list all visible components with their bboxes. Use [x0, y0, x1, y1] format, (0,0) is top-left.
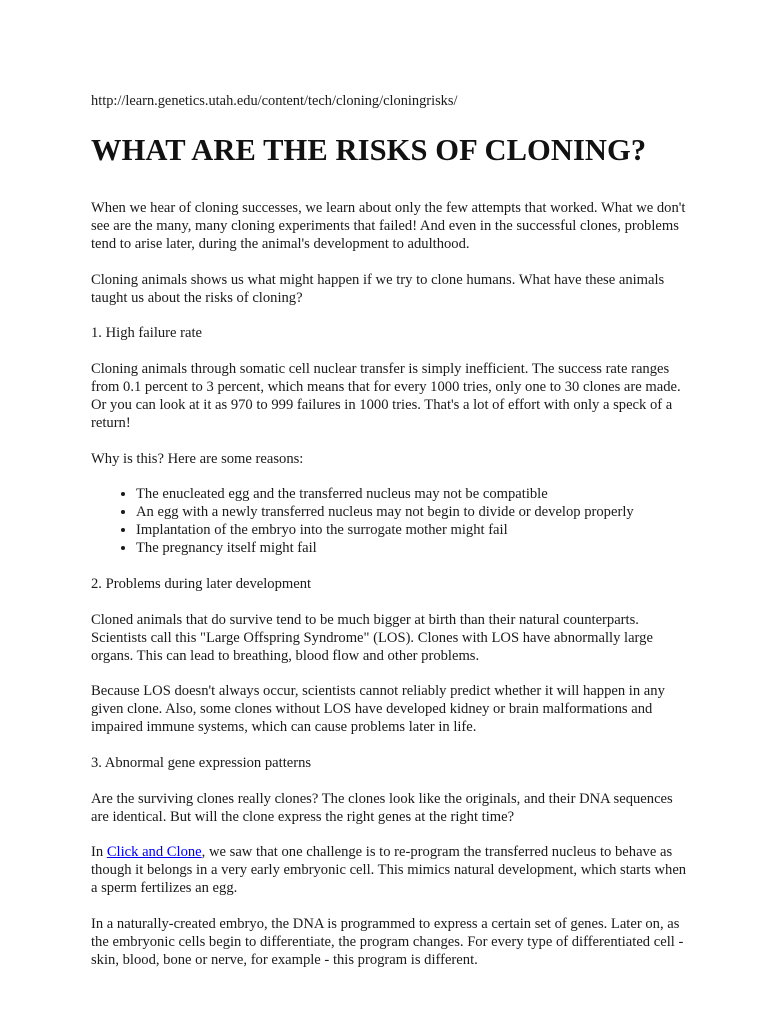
reasons-intro: Why is this? Here are some reasons: [91, 450, 304, 467]
los-prediction-paragraph: Because LOS doesn't always occur, scientists cannot reliably predict whether it will happen in any given clone. Also, some clones without LOS have developed kidney or brain malformations and impaired immune systems, which can cause problems later in life. [91, 683, 665, 736]
source-url: http://learn.genetics.utah.edu/content/tech/cloning/cloningrisks/ [91, 93, 458, 109]
document-page [91, 92, 691, 970]
list-item: • An egg with a newly transferred nucleus may not begin to divide or develop properly [136, 504, 691, 522]
reasons-list [91, 486, 691, 558]
list-item: • The enucleated egg and the transferred nucleus may not be compatible [136, 486, 691, 504]
question-paragraph: Cloning animals shows us what might happen if we try to clone humans. What have these animals taught us about the risks of cloning? [91, 271, 665, 306]
intro-paragraph: When we hear of cloning successes, we learn about only the few attempts that worked. What we don't see are the many, many cloning experiments that failed! And even in the successful clones, problems tend to arise later, during the animal's development to adulthood. [91, 200, 686, 252]
clones-question-paragraph: Are the surviving clones really clones? The clones look like the originals, and their DNA sequences are identical. But will the clone express the right genes at the right time? [91, 790, 673, 825]
paragraph-prefix: In [91, 844, 107, 861]
los-paragraph: Cloned animals that do survive tend to be much bigger at birth than their natural counterparts. Scientists call this "Large Offspring Syndrome" (LOS). Clones with LOS have abnormally large organs. This can lead to breathing, blood flow and other problems. [91, 611, 653, 664]
section-heading-gene-expression: 3. Abnormal gene expression patterns [91, 754, 312, 771]
embryo-programming-paragraph: In a naturally-created embryo, the DNA is programmed to express a certain set of genes. Later on, as the embryonic cells begin to differentiate, the program changes. For every type of differentiated cell - skin, blood, bone or nerve, for example - this program is different. [91, 916, 684, 968]
page-title: WHAT ARE THE RISKS OF CLONING? [91, 133, 647, 167]
paragraph-suffix: , we saw that one challenge is to re-program the transferred nucleus to behave as though it belongs in a very early embryonic cell. This mimics natural development, which starts when a sperm fertilizes an egg. [91, 844, 687, 897]
click-and-clone-link[interactable]: Click and Clone [106, 844, 202, 861]
section-heading-later-development: 2. Problems during later development [91, 575, 312, 592]
list-item: • Implantation of the embryo into the surrogate mother might fail [136, 522, 691, 540]
list-item: • The pregnancy itself might fail [136, 540, 691, 558]
section-heading-failure-rate: 1. High failure rate [91, 325, 203, 342]
click-and-clone-paragraph [91, 844, 691, 898]
failure-rate-paragraph: Cloning animals through somatic cell nuclear transfer is simply inefficient. The success rate ranges from 0.1 percent to 3 percent, which means that for every 1000 tries, only one to 30 clones are made. Or you can look at it as 970 to 999 failures in 1000 tries. That's a lot of effort with only a speck of a return! [91, 361, 681, 431]
